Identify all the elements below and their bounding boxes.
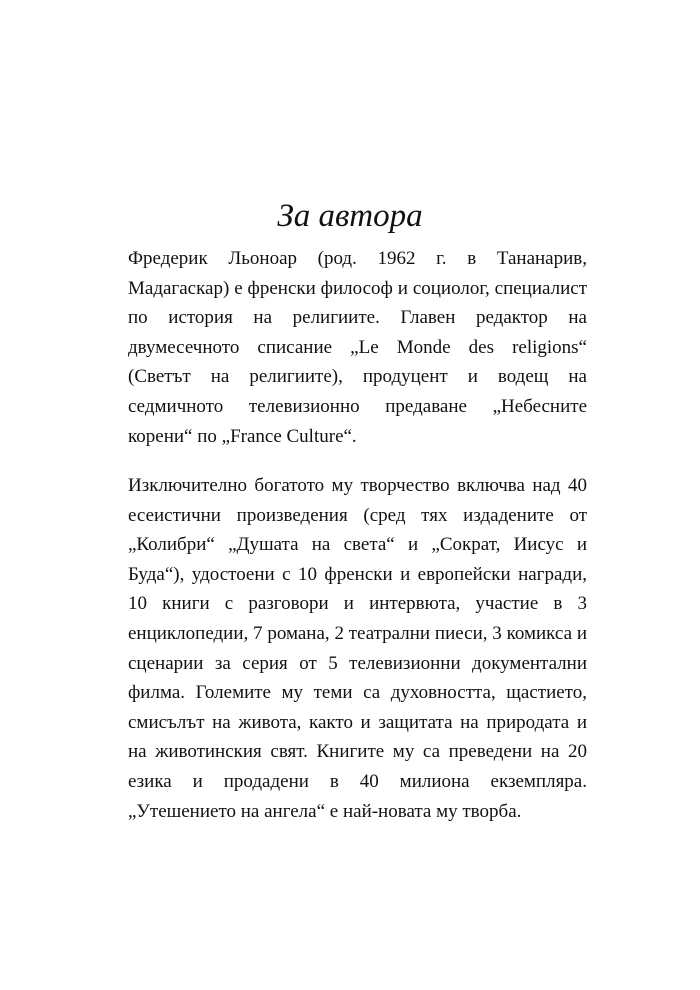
author-bio-paragraph-1: Фредерик Льоноар (род. 1962 г. в Тананарив, Мадагаскар) е френски философ и социолог, специалист по история на религиите. Главен редактор на двумесечното списание „Le Monde des religions“ (Светът на религиите), продуцент и водещ на седмичното телевизионно предаване „Небесните корени“ по „France Culture“. xyxy=(128,248,587,447)
section-title: За автора xyxy=(277,198,423,234)
author-bio-paragraph-2: Изключително богатото му творчество включва над 40 есеистични произведения (сред тях издадените от „Колибри“ „Душата на света“ и „Сократ, Иисус и Буда“), удостоени с 10 френски и европейски награди, 10 книги с разговори и интервюта, участие в 3 енциклопедии, 7 романа, 2 театрални пиеси, 3 комикса и сценарии за серия от 5 телевизионни документални филма. Големите му теми са духовността, щастието, смисълът на живота, както и защитата на природата и на животинския свят. Книгите му са преведени на 20 езика и продадени в 40 милиона екземпляра. „Утешението на ангела“ е най-новата му творба. xyxy=(128,475,587,822)
